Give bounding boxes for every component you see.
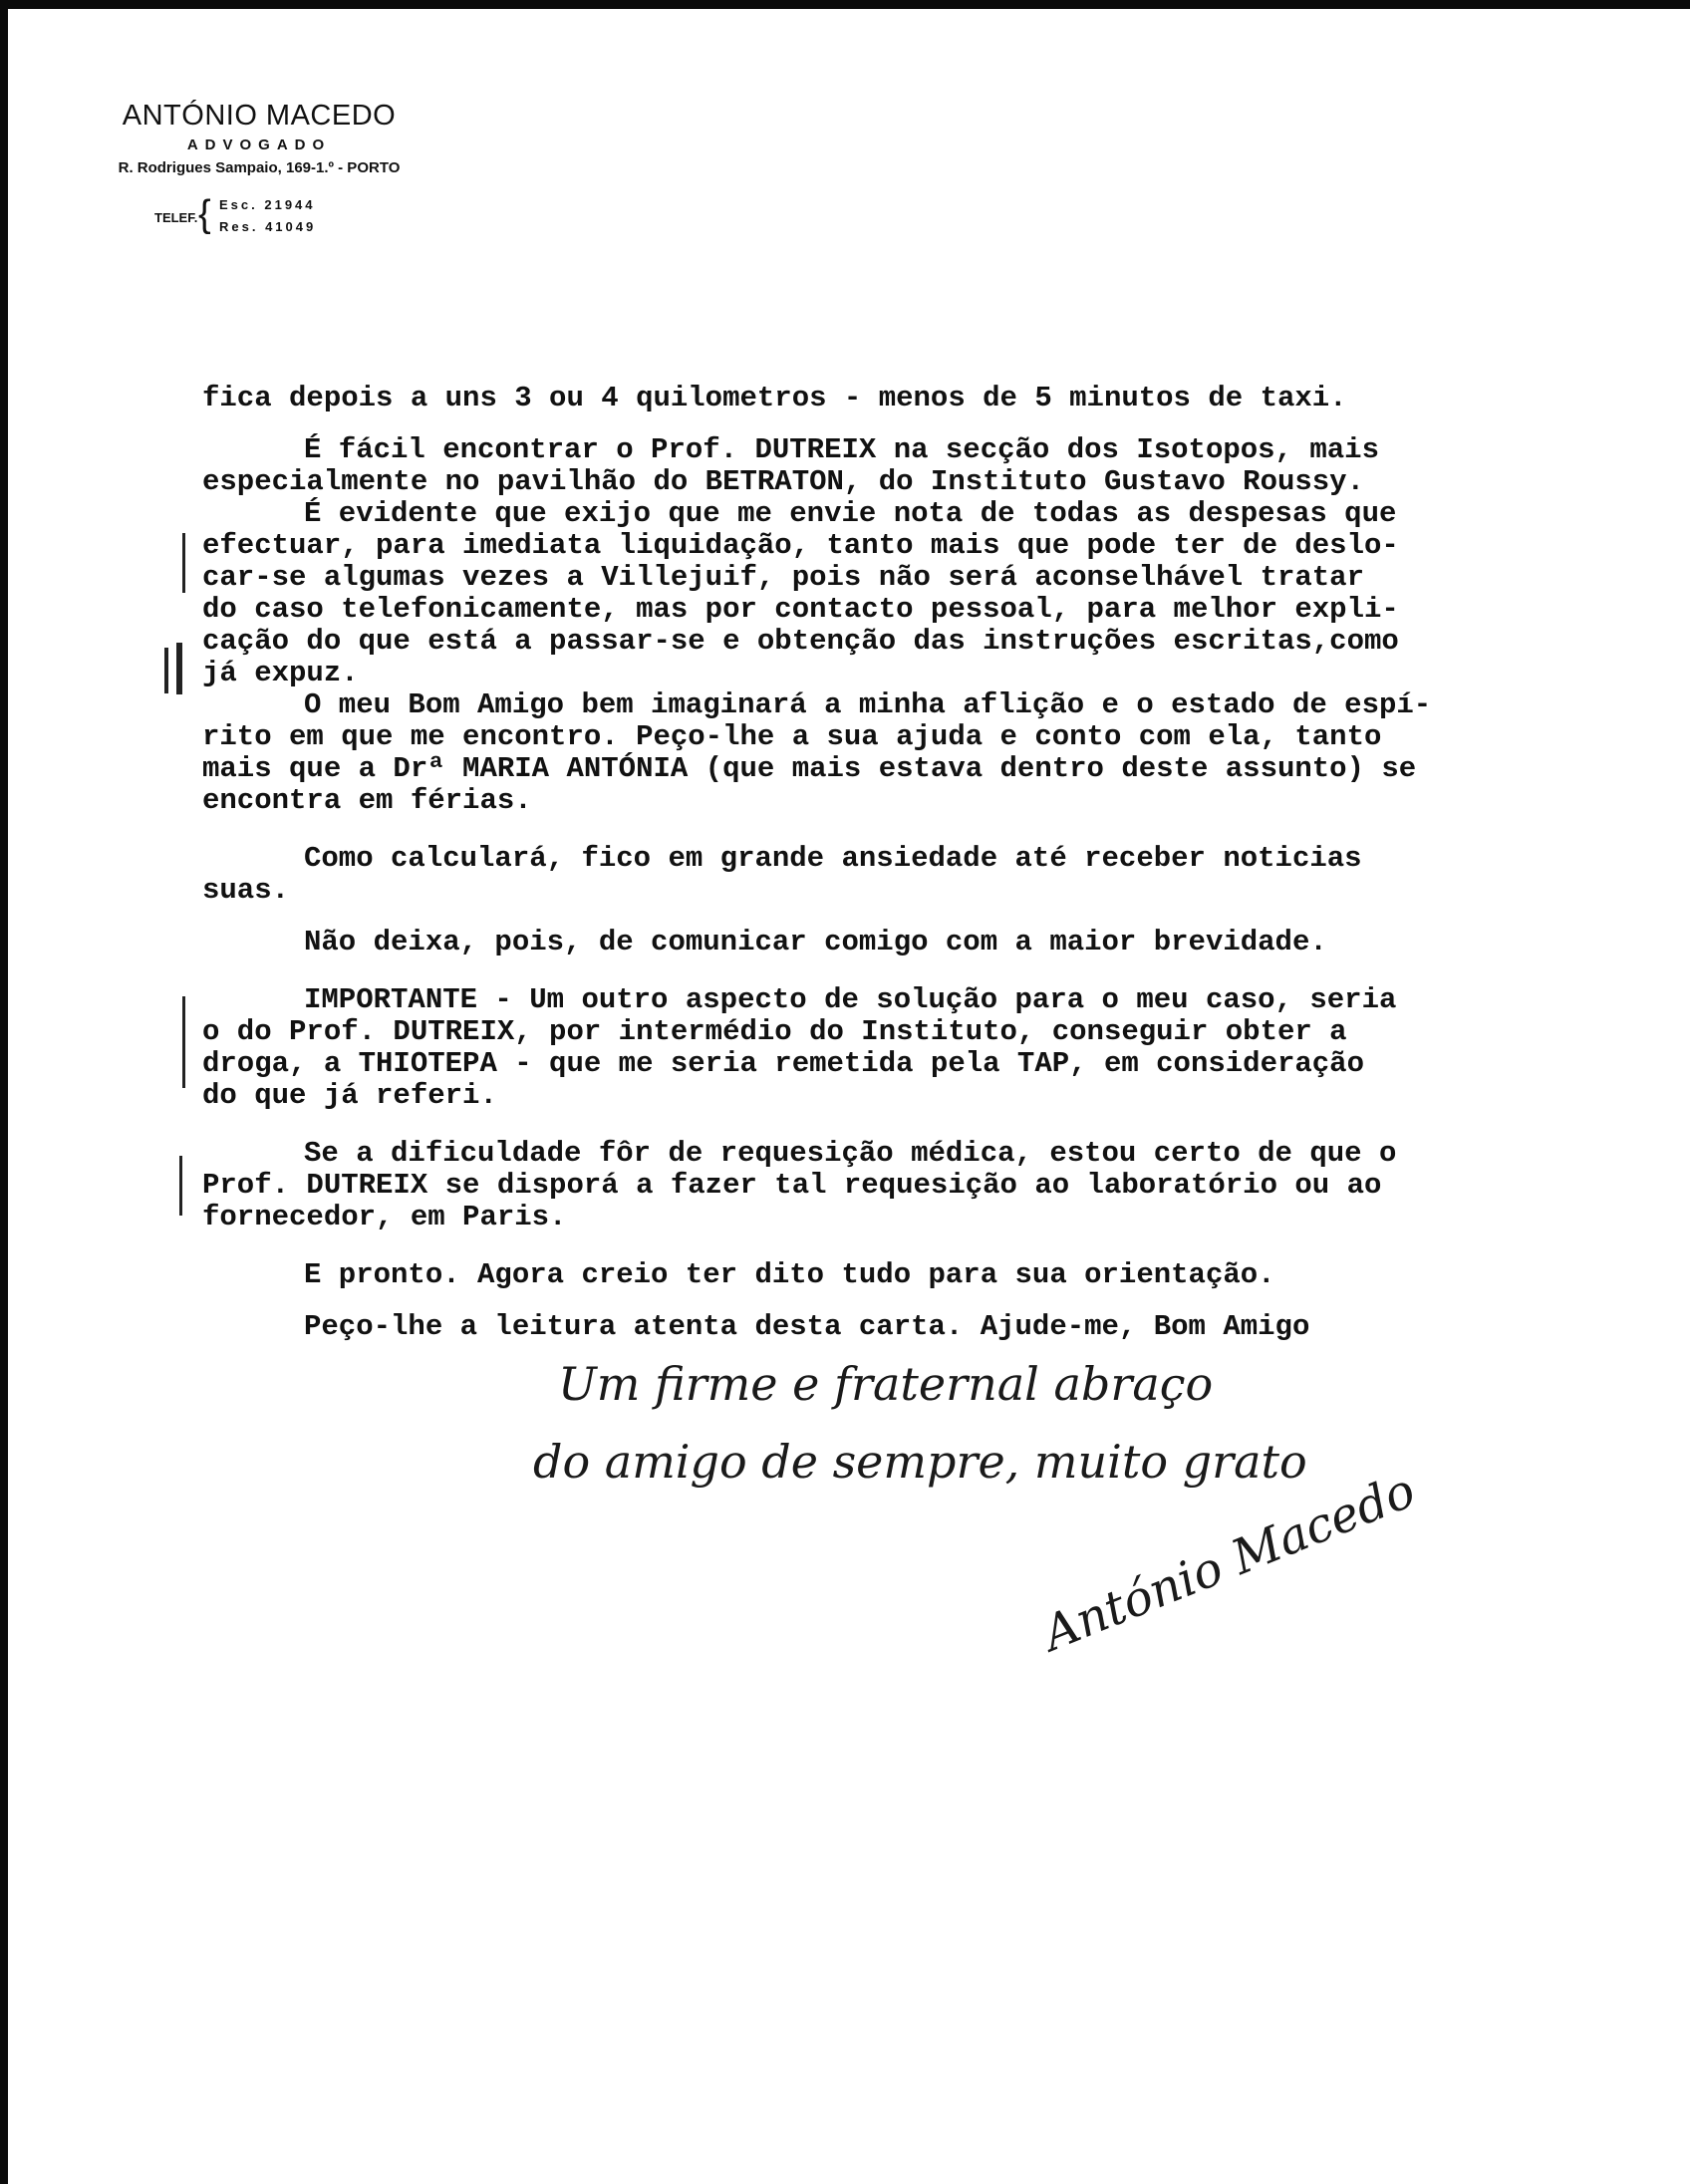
body-line: E pronto. Agora creio ter dito tudo para sua orientação.	[304, 1258, 1275, 1291]
brace-icon: {	[198, 193, 211, 235]
letter-body	[202, 383, 1637, 1343]
telephone-office: Esc. 21944	[219, 197, 316, 212]
body-line: mais que a Drª MARIA ANTÓNIA (que mais estava dentro deste assunto) se	[202, 752, 1417, 785]
body-line: car-se algumas vezes a Villejuif, pois não será aconselhável tratar	[202, 561, 1364, 594]
body-line: fornecedor, em Paris.	[202, 1201, 567, 1233]
telephone-label: TELEF.	[154, 210, 198, 225]
body-line: Prof. DUTREIX se disporá a fazer tal requesição ao laboratório ou ao	[202, 1169, 1382, 1202]
body-line: IMPORTANTE - Um outro aspecto de solução para o meu caso, seria	[304, 983, 1397, 1016]
telephone-home: Res. 41049	[219, 219, 317, 234]
body-line: já expuz.	[202, 657, 359, 689]
sender-profession: ADVOGADO	[186, 136, 332, 153]
scan-edge-top	[0, 0, 1690, 9]
body-line: Como calculará, fico em grande ansiedade até receber noticias	[304, 842, 1362, 875]
body-line: do caso telefonicamente, mas por contacto pessoal, para melhor expli-	[202, 593, 1399, 626]
body-line: suas.	[202, 874, 290, 907]
scan-edge-left	[0, 0, 8, 2184]
body-line: É fácil encontrar o Prof. DUTREIX na secção dos Isotopos, mais	[304, 433, 1379, 466]
body-line: cação do que está a passar-se e obtenção das instruções escritas,como	[202, 625, 1399, 658]
body-line: o do Prof. DUTREIX, por intermédio do Instituto, conseguir obter a	[202, 1015, 1347, 1048]
margin-mark	[182, 533, 185, 593]
body-line: É evidente que exijo que me envie nota de todas as despesas que	[304, 497, 1397, 530]
margin-mark	[176, 643, 182, 694]
handwritten-signature: António Macedo	[1034, 1462, 1423, 1663]
handwritten-closing: do amigo de sempre, muito grato	[533, 1435, 1307, 1489]
body-line: Peço-lhe a leitura atenta desta carta. Ajude-me, Bom Amigo	[304, 1310, 1310, 1343]
margin-mark	[164, 648, 168, 693]
body-line: Não deixa, pois, de comunicar comigo com a maior brevidade.	[304, 926, 1327, 958]
margin-mark	[182, 996, 185, 1088]
body-line: rito em que me encontro. Peço-lhe a sua ajuda e conto com ela, tanto	[202, 720, 1382, 753]
sender-address: R. Rodrigues Sampaio, 169-1.º - PORTO	[118, 159, 401, 176]
handwritten-closing: Um firme e fraternal abraço	[558, 1357, 1214, 1411]
body-line: encontra em férias.	[202, 784, 532, 817]
body-line: efectuar, para imediata liquidação, tanto mais que pode ter de deslo-	[202, 529, 1399, 562]
body-line: droga, a THIOTEPA - que me seria remetida pela TAP, em consideração	[202, 1047, 1364, 1080]
margin-mark	[179, 1156, 182, 1216]
body-line: do que já referi.	[202, 1079, 497, 1112]
body-line: Se a dificuldade fôr de requesição médica, estou certo de que o	[304, 1137, 1397, 1170]
body-line: O meu Bom Amigo bem imaginará a minha aflição e o estado de espí-	[304, 688, 1432, 721]
body-line: especialmente no pavilhão do BETRATON, do Instituto Gustavo Roussy.	[202, 465, 1364, 498]
body-line: fica depois a uns 3 ou 4 quilometros - menos de 5 minutos de taxi.	[202, 382, 1347, 414]
letterhead	[70, 100, 448, 176]
sender-name: ANTÓNIO MACEDO	[122, 100, 397, 132]
